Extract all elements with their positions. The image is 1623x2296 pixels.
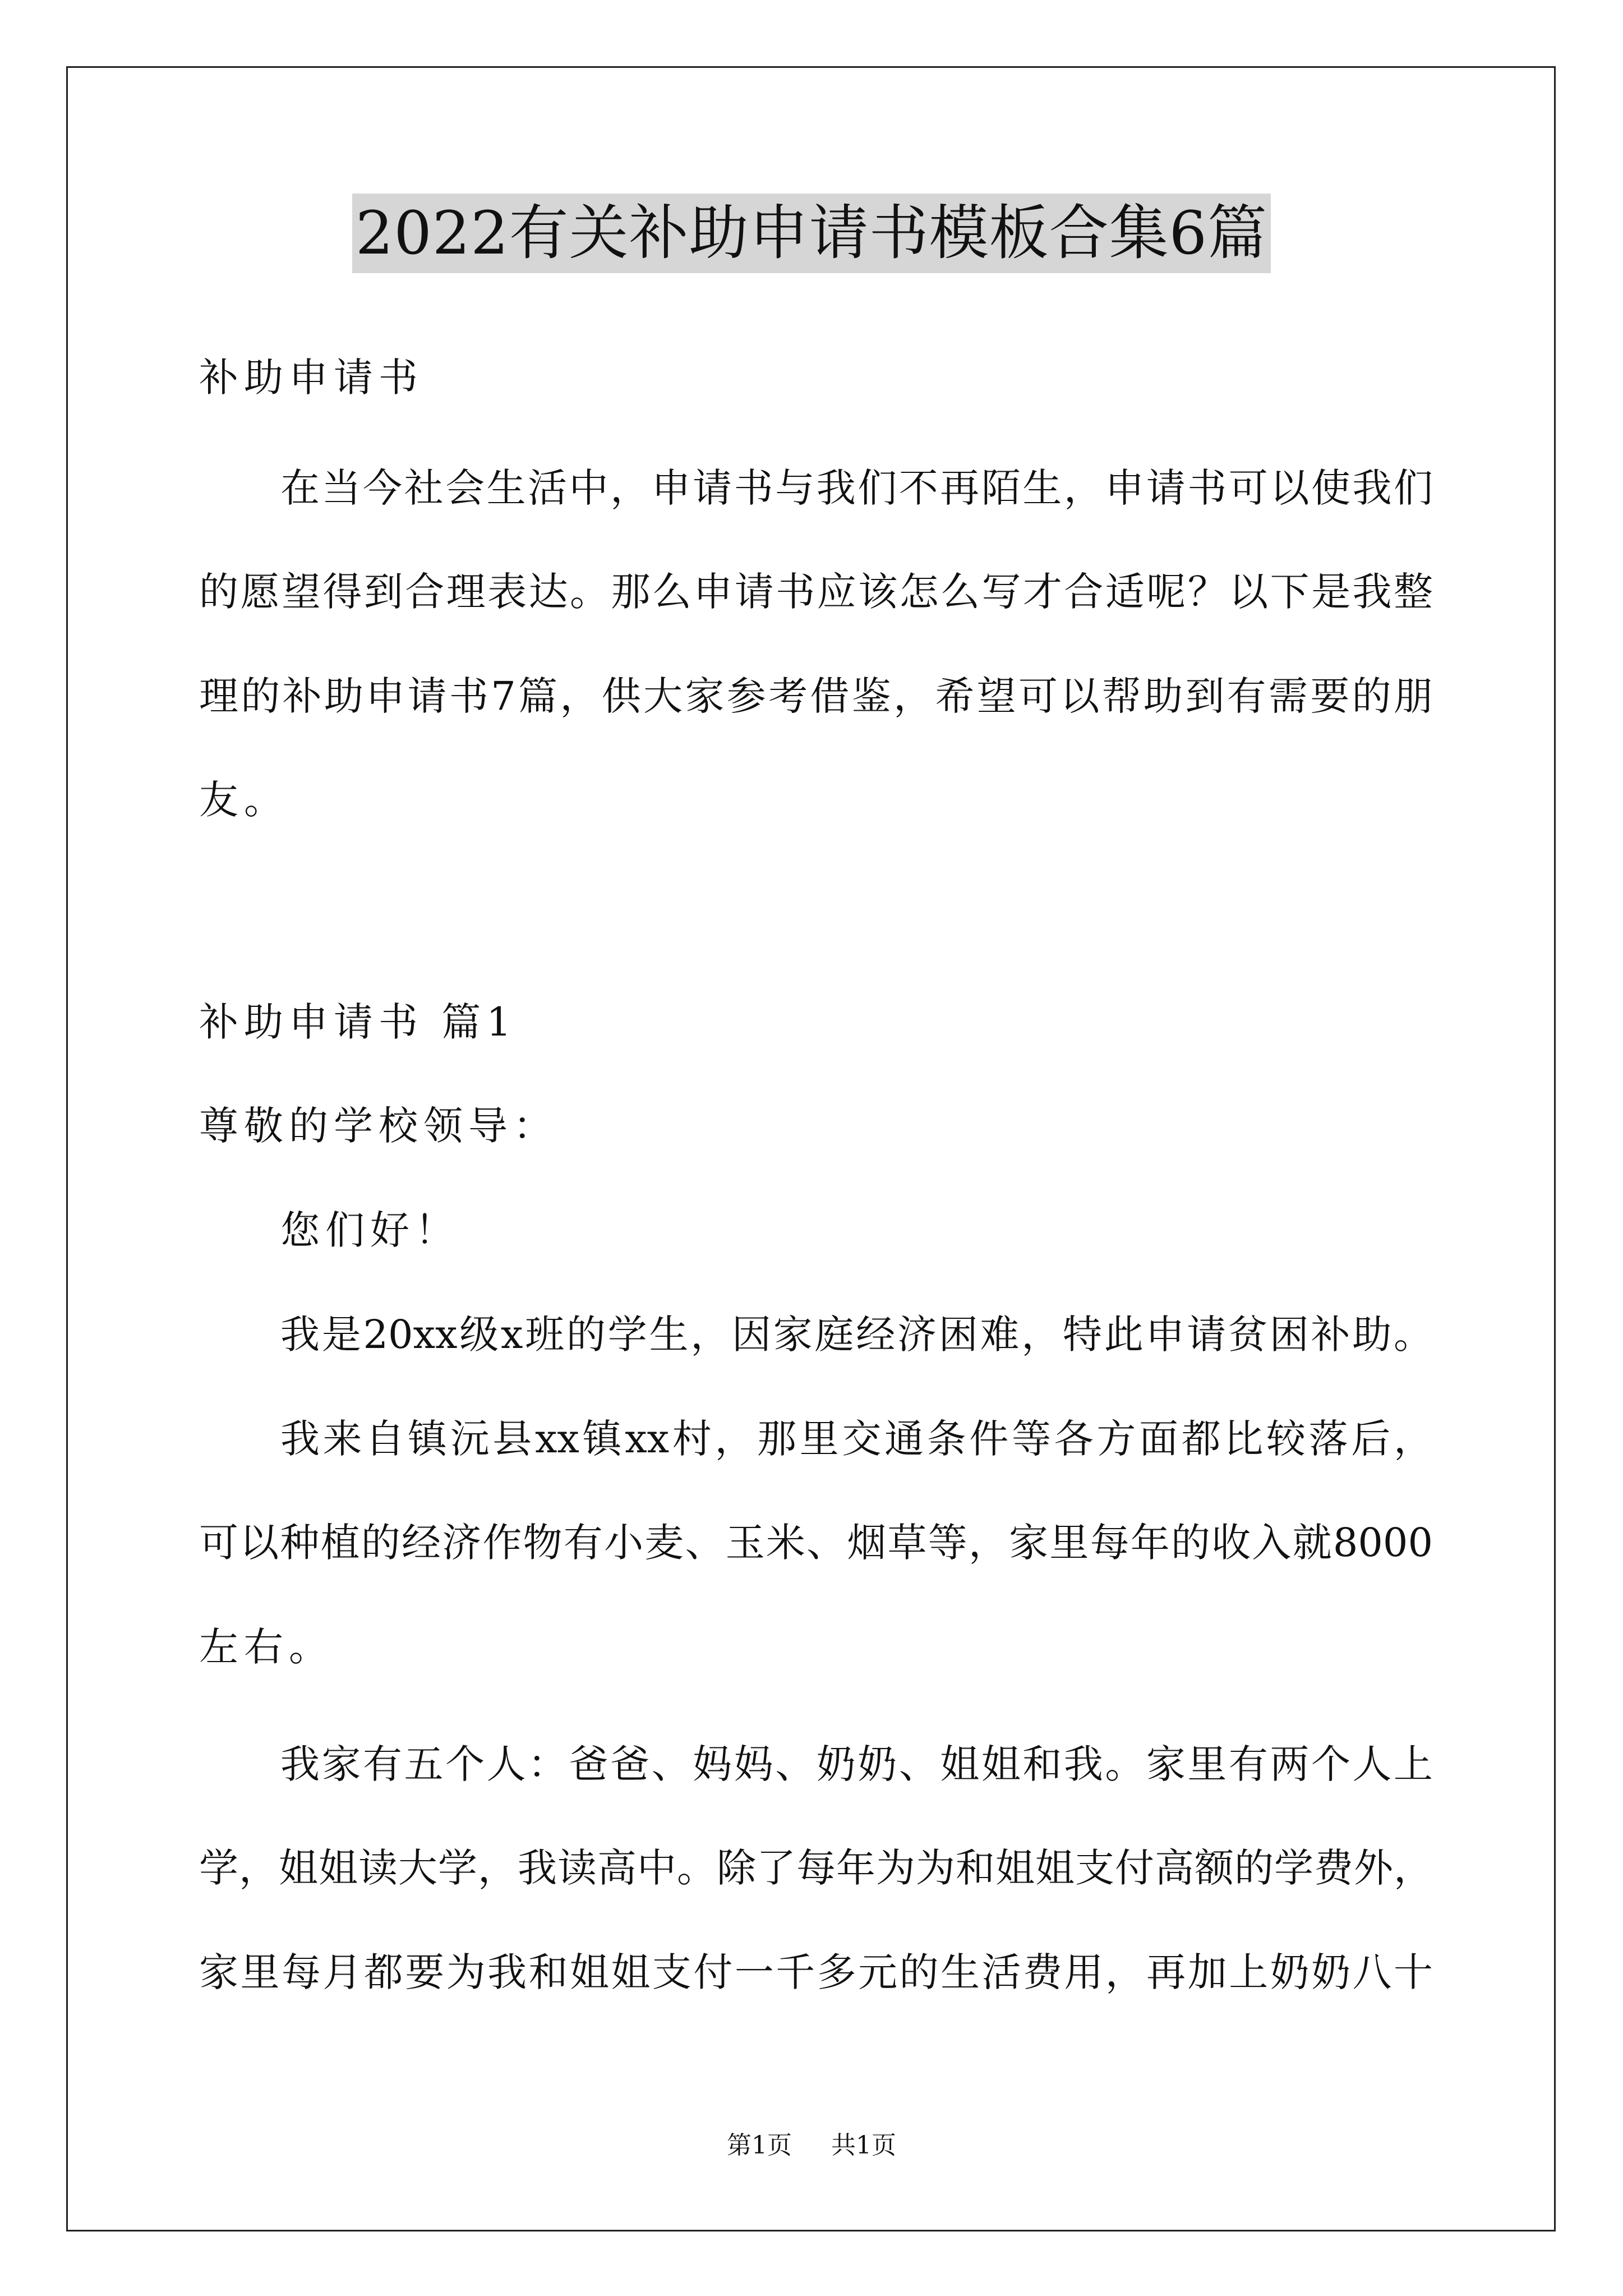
paragraph-1: 我是20xx级x班的学生，因家庭经济困难，特此申请贫困补助。 [280, 1312, 1433, 1358]
paragraph-2-line-3: 左右。 [199, 1624, 334, 1670]
paragraph-3-line-2: 学，姐姐读大学，我读高中。除了每年为为和姐姐支付高额的学费外， [199, 1845, 1433, 1891]
part-title: 补助申请书 篇1 [199, 999, 517, 1045]
intro-line-2: 的愿望得到合理表达。那么申请书应该怎么写才合适呢？以下是我整 [199, 569, 1433, 615]
page-number: 第1页 [727, 2131, 792, 2160]
page-footer [0, 2129, 1623, 2162]
page-total: 共1页 [831, 2131, 896, 2160]
intro-line-3: 理的补助申请书7篇，供大家参考借鉴，希望可以帮助到有需要的朋 [199, 673, 1433, 719]
intro-line-1: 在当今社会生活中，申请书与我们不再陌生，申请书可以使我们 [280, 465, 1433, 511]
document-title: 2022有关补助申请书模板合集6篇 [352, 194, 1271, 273]
paragraph-3-line-1: 我家有五个人：爸爸、妈妈、奶奶、姐姐和我。家里有两个人上 [280, 1741, 1433, 1787]
paragraph-2-line-2: 可以种植的经济作物有小麦、玉米、烟草等，家里每年的收入就8000 [199, 1520, 1433, 1566]
section-heading: 补助申请书 [199, 355, 423, 401]
paragraph-3-line-3: 家里每月都要为我和姐姐支付一千多元的生活费用，再加上奶奶八十 [199, 1949, 1433, 1995]
title-container [0, 194, 1623, 273]
salutation: 尊敬的学校领导： [199, 1103, 558, 1149]
greeting: 您们好！ [280, 1207, 460, 1253]
paragraph-2-line-1: 我来自镇沅县xx镇xx村，那里交通条件等各方面都比较落后， [280, 1416, 1433, 1462]
intro-line-4: 友。 [199, 777, 289, 823]
